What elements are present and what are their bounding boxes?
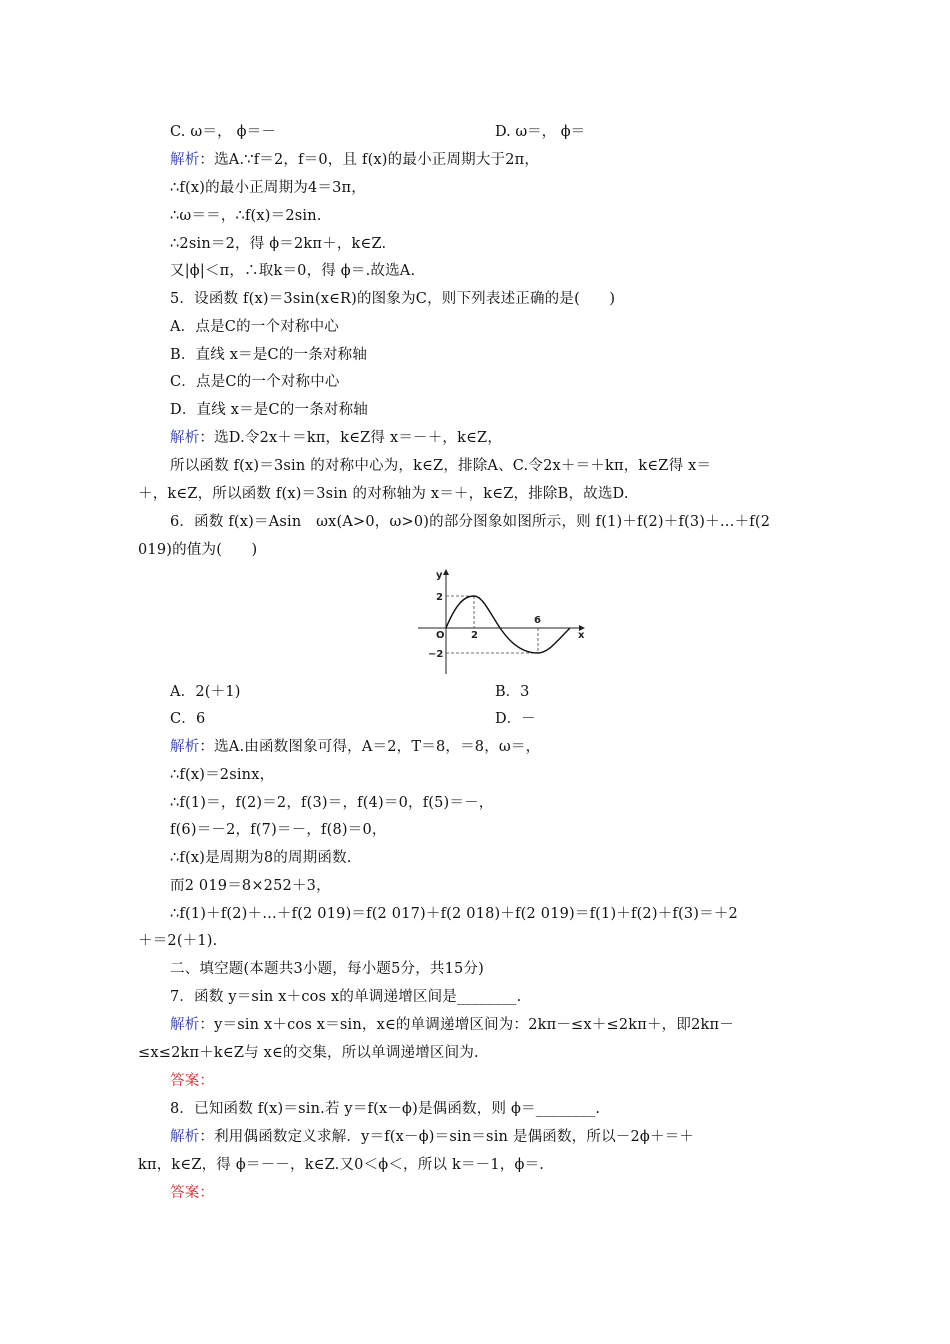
- y-tick-neg2: −2: [428, 649, 444, 660]
- q6-solution-line: f(6)＝－2，f(7)＝－，f(8)＝0，: [170, 822, 387, 838]
- section-heading: 二、填空题(本题共3小题，每小题5分，共15分): [170, 961, 485, 977]
- q6-stem: 6．函数 f(x)＝Asin ωx(A>0，ω>0)的部分图象如图所示，则 f(1)＋f(2)＋f(3)＋…＋f(2: [170, 514, 771, 530]
- q6-solution-line: ＋＝2(＋1).: [138, 933, 218, 949]
- q4-solution-line: 又|ϕ|＜π，∴取k＝0，得 ϕ＝.故选A.: [170, 263, 416, 279]
- sine-curve: [446, 596, 570, 653]
- q8-stem: 8．已知函数 f(x)＝sin.若 y＝f(x－ϕ)是偶函数，则 ϕ＝________.: [170, 1101, 601, 1117]
- q5-solution-line: ＋，k∈Z，所以函数 f(x)＝3sin 的对称轴为 x＝＋，k∈Z，排除B，故选D.: [138, 486, 629, 502]
- q4-option-c: C. ω＝， ϕ＝－: [170, 124, 277, 140]
- q6-option-a: A．2(＋1): [170, 684, 241, 700]
- solution-label: 解析: [170, 739, 200, 755]
- q4-solution-line: 解析：选A.∵f＝2，f＝0，且 f(x)的最小正周期大于2π，: [170, 152, 540, 168]
- q4-solution-line: ∴2sin＝2，得 ϕ＝2kπ＋，k∈Z.: [170, 236, 387, 252]
- q6-option-b: B．3: [495, 684, 530, 700]
- q7-solution-line: ≤x≤2kπ＋k∈Z与 x∈的交集，所以单调递增区间为.: [138, 1045, 479, 1061]
- q7-solution-line: 解析：y＝sin x＋cos x＝sin，x∈的单调递增区间为：2kπ－≤x＋≤2kπ＋，即2kπ－: [170, 1017, 734, 1033]
- q6-option-d: D．－: [495, 711, 536, 727]
- q7-stem: 7．函数 y＝sin x＋cos x的单调递增区间是________.: [170, 989, 522, 1005]
- y-axis-label: y: [436, 570, 443, 581]
- q8-answer-label: 答案：: [170, 1185, 215, 1201]
- solution-label: 解析: [170, 430, 200, 446]
- x-axis-label: x: [578, 630, 585, 641]
- q6-solution-line: 解析：选A.由函数图象可得，A＝2，T＝8，＝8，ω＝，: [170, 739, 541, 755]
- q5-option-c: C．点是C的一个对称中心: [170, 374, 340, 390]
- y-tick-2: 2: [436, 592, 443, 603]
- sine-graph: [412, 566, 592, 676]
- q8-solution-line: 解析：利用偶函数定义求解．y＝f(x－ϕ)＝sin＝sin 是偶函数，所以－2ϕ＋＝＋: [170, 1129, 695, 1145]
- solution-label: 解析: [170, 1129, 200, 1145]
- q4-solution-line: ∴ω＝＝，∴f(x)＝2sin.: [170, 208, 322, 224]
- x-tick-6: 6: [534, 615, 541, 626]
- x-tick-2: 2: [471, 630, 478, 641]
- q4-option-d: D. ω＝， ϕ＝: [495, 124, 586, 140]
- q6-solution-line: ∴f(1)＝，f(2)＝2，f(3)＝，f(4)＝0，f(5)＝－，: [170, 795, 494, 811]
- q6-stem: 019)的值为( ): [138, 542, 258, 558]
- solution-label: 解析: [170, 152, 200, 168]
- q7-answer-label: 答案：: [170, 1073, 215, 1089]
- q5-solution-line: 所以函数 f(x)＝3sin 的对称中心为，k∈Z，排除A、C.令2x＋＝＋kπ，k∈Z得 x＝: [170, 458, 712, 474]
- q6-solution-line: 而2 019＝8×252＋3，: [170, 878, 331, 894]
- q4-solution-line: ∴f(x)的最小正周期为4＝3π，: [170, 180, 366, 196]
- solution-label: 解析: [170, 1017, 200, 1033]
- q6-option-c: C．6: [170, 711, 206, 727]
- q6-solution-line: ∴f(x)是周期为8的周期函数.: [170, 850, 352, 866]
- q6-solution-line: ∴f(x)＝2sinx，: [170, 767, 275, 783]
- q5-option-a: A．点是C的一个对称中心: [170, 319, 339, 335]
- q6-solution-line: ∴f(1)＋f(2)＋…＋f(2 019)＝f(2 017)＋f(2 018)＋f(2 019)＝f(1)＋f(2)＋f(3)＝＋2: [170, 906, 738, 922]
- q5-solution-line: 解析：选D.令2x＋＝kπ，k∈Z得 x＝－＋，k∈Z，: [170, 430, 503, 446]
- q5-stem: 5．设函数 f(x)＝3sin(x∈R)的图象为C，则下列表述正确的是( ): [170, 291, 616, 307]
- q8-solution-line: kπ，k∈Z，得 ϕ＝－－，k∈Z.又0＜ϕ＜，所以 k＝－1，ϕ＝.: [138, 1157, 545, 1173]
- origin-label: O: [436, 630, 445, 641]
- q5-option-d: D．直线 x＝是C的一条对称轴: [170, 402, 369, 418]
- q5-option-b: B．直线 x＝是C的一条对称轴: [170, 347, 368, 363]
